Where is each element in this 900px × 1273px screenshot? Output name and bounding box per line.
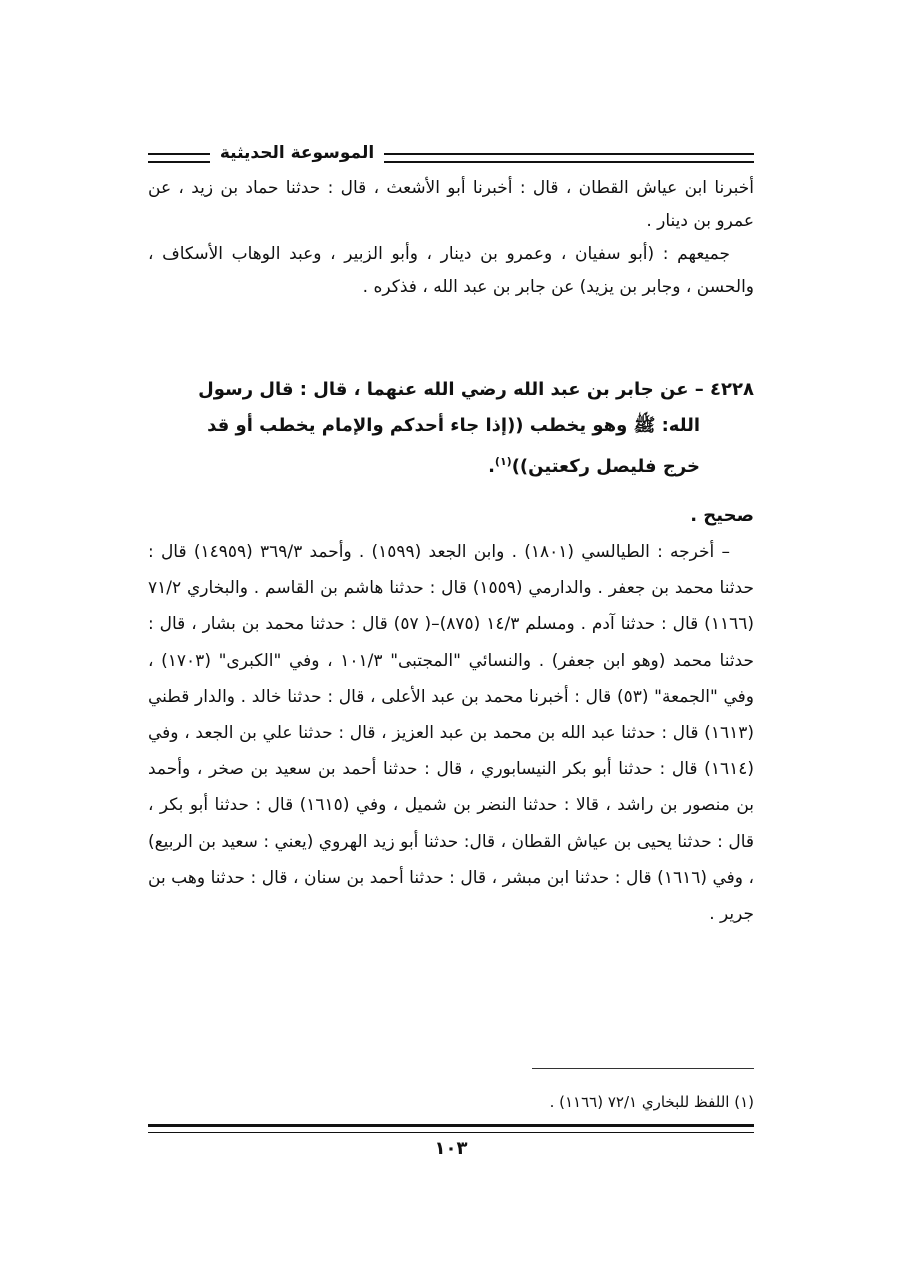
hadith-line-2: الله: ﷺ وهو يخطب ((إذا جاء أحدكم والإمام يخطب أو قد [207,415,700,436]
intro-paragraph-1: أخبرنا ابن عياش القطان ، قال : أخبرنا أبو الأشعث ، قال : حدثنا حماد بن زيد ، عن عمرو بن دينار . [148,178,754,231]
hadith-block [148,372,754,485]
sources-block [148,534,754,932]
footnote-separator [532,1068,754,1069]
page-header [148,143,754,167]
sources-paragraph: – أخرجه : الطيالسي (١٨٠١) . وابن الجعد (١٥٩٩) . وأحمد ٣٦٩/٣ (١٤٩٥٩) قال : حدثنا محمد بن جعفر . والدارمي (١٥٥٩) قال : حدثنا هاشم بن القاسم . والبخاري ٧١/٢ (١١٦٦) قال : حدثنا آدم . ومسلم ١٤/٣ (٨٧٥)–( ٥٧) قال : حدثنا محمد بن بشار ، قال : حدثنا محمد (وهو ابن جعفر) . والنسائي "المجتبى" ١٠١/٣ ، وفي "الكبرى" (١٧٠٣) ، وفي "الجمعة" (٥٣) قال : أخبرنا محمد بن عبد الأعلى ، قال : حدثنا خالد . والدار قطني (١٦١٣) قال : حدثنا عبد الله بن محمد بن عبد العزيز ، قال : حدثنا علي بن الجعد ، وفي (١٦١٤) قال : حدثنا أبو بكر النيسابوري ، قال : حدثنا أحمد بن سعيد بن صخر ، وأحمد بن منصور بن راشد ، قالا : حدثنا النضر بن شميل ، وفي (١٦١٥) قال : حدثنا أبو بكر ، قال : حدثنا يحيى بن عياش القطان ، قال: حدثنا أبو زيد الهروي (يعني : سعيد بن الربيع) ، وفي (١٦١٦) قال : حدثنا ابن مبشر ، قال : حدثنا أحمد بن سنان ، قال : حدثنا وهب بن جرير . [148,542,755,925]
header-rule-right [384,153,754,163]
hadith-line-3-text: خرج فليصل ركعتين)) [511,456,700,477]
header-title: الموسوعة الحديثية [219,143,375,163]
hadith-line-3-end: . [488,456,495,477]
page-number: ١٠٣ [434,1138,468,1159]
bottom-rule [148,1124,754,1133]
footnote-reference[interactable]: (١) [494,455,512,468]
intro-paragraph-2: جميعهم : (أبو سفيان ، وعمرو بن دينار ، وأبو الزبير ، وعبد الوهاب الأسكاف ، والحسن ، وجابر بن يزيد) عن جابر بن عبد الله ، فذكره . [148,244,754,297]
hadith-line-1: ٤٢٢٨ – عن جابر بن عبد الله رضي الله عنهما ، قال : قال رسول [198,379,754,400]
hadith-line-3 [148,444,754,485]
hadith-grade: صحيح . [690,505,754,526]
footnote: (١) اللفظ للبخاري ٧٢/١ (١١٦٦) . [549,1093,754,1111]
intro-block [148,172,754,304]
header-rule-left [148,153,210,163]
